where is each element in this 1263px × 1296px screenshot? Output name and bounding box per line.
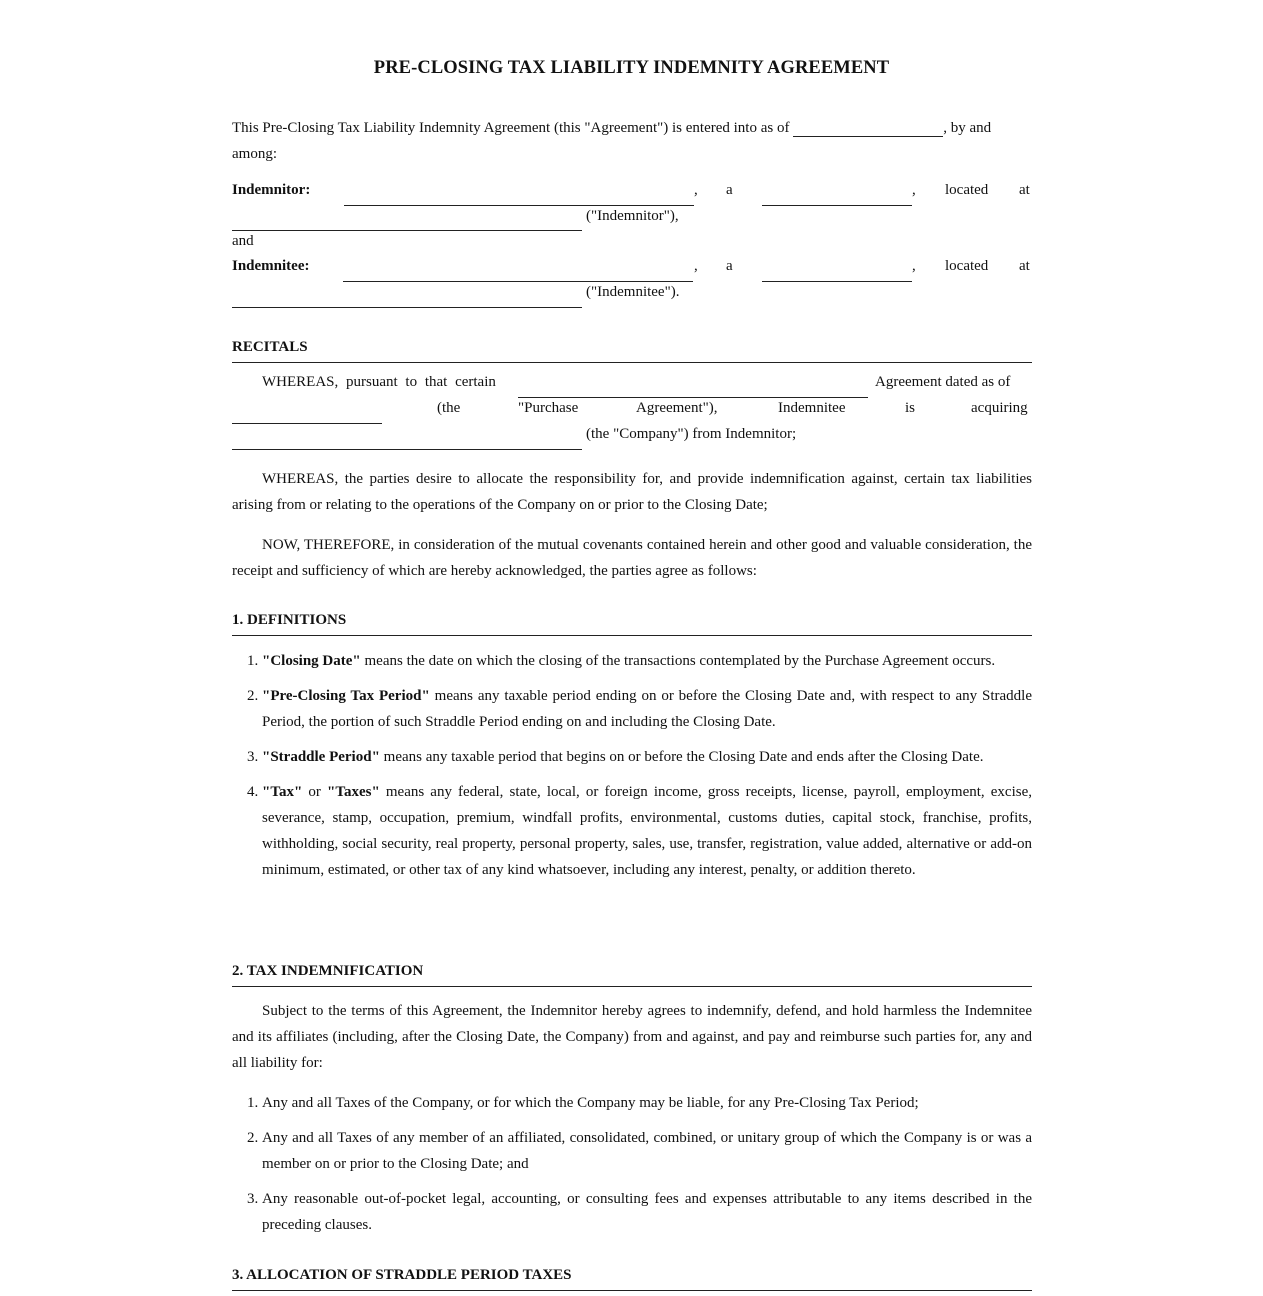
purchase-agreement-name-blank[interactable] <box>518 380 868 398</box>
definitions-heading: 1. DEFINITIONS <box>232 612 1032 636</box>
indemnification-list <box>232 1090 1032 1247</box>
indemnification-item: 1. Any and all Taxes of the Company, or for which the Company may be liable, for any Pre-Closing Tax Period; <box>262 1090 1032 1116</box>
indemnitor-block: Indemnitor: , a , located at ("Indemnitor"), <box>232 182 1032 234</box>
recital-2: WHEREAS, the parties desire to allocate the responsibility for, and provide indemnification against, certain tax liabilities arising from or relating to the operations of the Company on or prior to the Closing Date; <box>232 471 1032 513</box>
intro-text: This Pre-Closing Tax Liability Indemnity Agreement (this "Agreement") is entered into as of <box>232 120 790 136</box>
date-blank[interactable] <box>793 119 943 137</box>
recital-3: NOW, THEREFORE, in consideration of the mutual covenants contained herein and other good and valuable consideration, the receipt and sufficiency of which are hereby acknowledged, the parties agree as follows: <box>232 537 1032 579</box>
definition-item: 3. "Straddle Period" means any taxable period that begins on or before the Closing Date and ends after the Closing Date. <box>262 744 1032 770</box>
allocation-heading: 3. ALLOCATION OF STRADDLE PERIOD TAXES <box>232 1267 1032 1291</box>
company-name-blank[interactable] <box>232 432 582 450</box>
document-title: PRE-CLOSING TAX LIABILITY INDEMNITY AGREEMENT <box>373 58 890 78</box>
intro-paragraph: This Pre-Closing Tax Liability Indemnity Agreement (this "Agreement") is entered into as of , by and among: <box>232 120 992 162</box>
definitions-list <box>232 648 1032 892</box>
indemnification-item: 3. Any reasonable out-of-pocket legal, accounting, or consulting fees and expenses attributable to any items described in the preceding clauses. <box>262 1186 1032 1238</box>
purchase-agreement-date-blank[interactable] <box>232 406 382 424</box>
indemnitor-name-blank[interactable] <box>344 188 694 206</box>
indemnitor-entity-type-blank[interactable] <box>762 188 912 206</box>
indemnitee-address-blank[interactable] <box>232 290 582 308</box>
indemnitee-entity-type-blank[interactable] <box>762 264 912 282</box>
indemnification-item: 2. Any and all Taxes of any member of an affiliated, consolidated, combined, or unitary group of which the Company is or was a member on or prior to the Closing Date; and <box>262 1125 1032 1177</box>
indemnitee-name-blank[interactable] <box>343 264 693 282</box>
indemnitee-block: Indemnitee: , a , located at ("Indemnitee"). <box>232 258 1032 310</box>
indemnitee-label: Indemnitee: <box>232 258 310 274</box>
definition-item: 4. "Tax" or "Taxes" means any federal, state, local, or foreign income, gross receipts, license, payroll, employment, excise, severance, stamp, occupation, premium, windfall profits, environmental, customs duties, capital stock, franchise, profits, withholding, social security, real property, personal property, sales, use, transfer, registration, value added, alternative or add-on minimum, estimated, or other tax of any kind whatsoever, including any interest, penalty, or addition thereto. <box>262 779 1032 883</box>
indemnitor-address-blank[interactable] <box>232 213 582 231</box>
recital-1: WHEREAS, pursuant to that certain Agreement dated as of (the "Purchase Agreement"), Indemnitee is acquiring (the "Company") from Indemnitor; <box>232 374 1032 452</box>
indemnification-heading: 2. TAX INDEMNIFICATION <box>232 963 1032 987</box>
definition-item: 1. "Closing Date" means the date on which the closing of the transactions contemplated by the Purchase Agreement occurs. <box>262 648 1032 674</box>
indemnification-intro: Subject to the terms of this Agreement, the Indemnitor hereby agrees to indemnify, defend, and hold harmless the Indemnitee and its affiliates (including, after the Closing Date, the Company) from and against, and pay and reimburse such parties for, any and all liability for: <box>232 1003 1032 1071</box>
recitals-heading: RECITALS <box>232 339 1032 363</box>
indemnitor-label: Indemnitor: <box>232 182 311 198</box>
definition-item: 2. "Pre-Closing Tax Period" means any taxable period ending on or before the Closing Date and, with respect to any Straddle Period, the portion of such Straddle Period ending on and including the Closing Date. <box>262 683 1032 735</box>
and-line: and <box>232 233 254 249</box>
